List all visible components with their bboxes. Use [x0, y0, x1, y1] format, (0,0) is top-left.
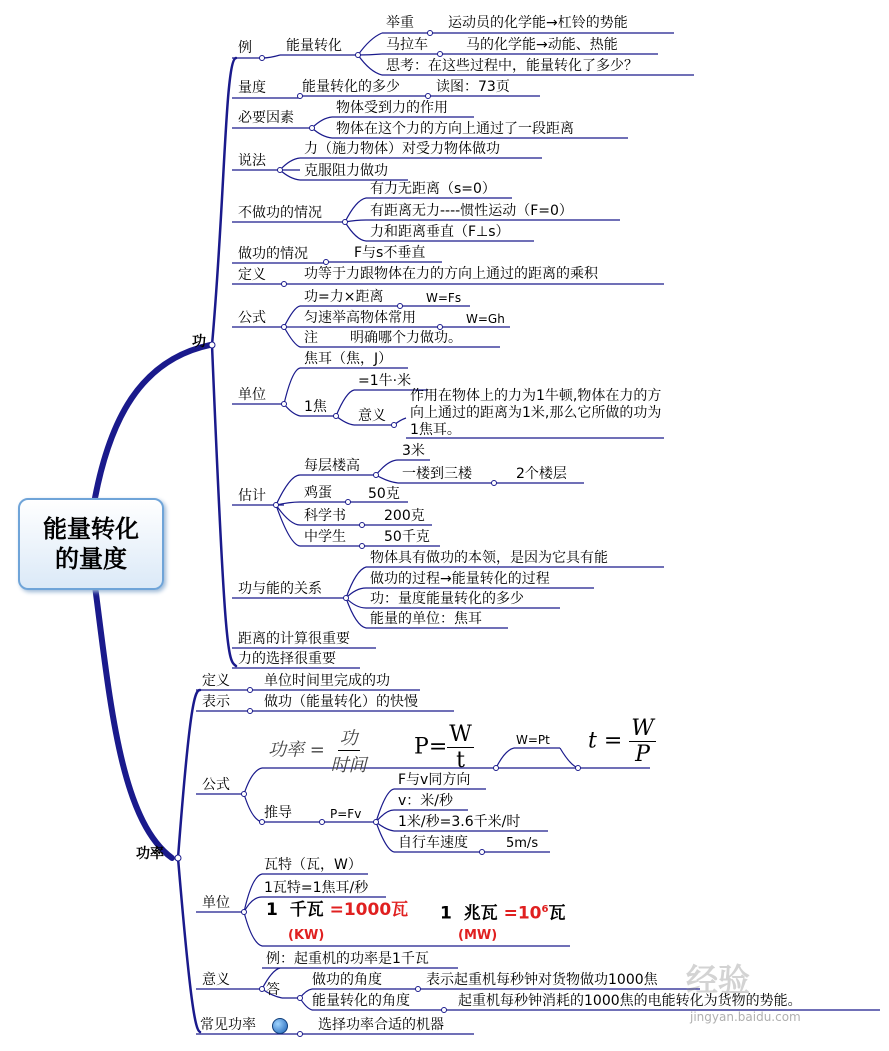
node-changjian[interactable]: 常见功率	[200, 1017, 256, 1033]
zhaowa-eq: =10	[503, 903, 542, 924]
watermark-url: jingyan.baidu.com	[690, 1010, 801, 1024]
formula-num-gong: 功	[338, 724, 360, 751]
node-liangge[interactable]: 2个楼层	[516, 466, 567, 482]
node-kexue-v[interactable]: 200克	[384, 508, 425, 524]
formula-frac-word	[331, 724, 367, 777]
formula-den-p: P	[635, 742, 650, 767]
node-gongshi-1[interactable]: 功=力×距离	[304, 289, 384, 305]
node-juzhong-desc[interactable]: 运动员的化学能→杠铃的势能	[448, 15, 628, 31]
formula-frac-wp	[629, 716, 656, 767]
node-liangdu[interactable]: 量度	[238, 80, 266, 96]
node-yiwa[interactable]: 1瓦特=1焦耳/秒	[264, 880, 369, 896]
node-da-1-desc[interactable]: 表示起重机每秒钟对货物做功1000焦	[426, 972, 658, 988]
formula-frac-wt	[447, 722, 474, 773]
node-buzuo[interactable]: 不做功的情况	[238, 205, 322, 221]
node-shuofa-2[interactable]: 克服阻力做功	[304, 163, 388, 179]
node-mw[interactable]: (MW)	[458, 928, 498, 943]
node-shuofa[interactable]: 说法	[238, 153, 266, 169]
node-gl-yiyi[interactable]: 意义	[202, 972, 230, 988]
node-zhaowa[interactable]	[440, 902, 565, 922]
formula-p: P	[414, 734, 429, 760]
node-gn-4[interactable]: 能量的单位：焦耳	[370, 611, 482, 627]
node-gn-2[interactable]: 做功的过程→能量转化的过程	[370, 571, 550, 587]
node-jidan[interactable]: 鸡蛋	[304, 485, 332, 501]
node-kw[interactable]: (KW)	[288, 928, 325, 943]
node-gongneng[interactable]: 功与能的关系	[238, 581, 322, 597]
node-buzuo-1[interactable]: 有力无距离（s=0）	[370, 181, 496, 197]
node-gongshi-1b[interactable]: W=Fs	[426, 291, 462, 305]
node-jiaoer[interactable]: 焦耳（焦，J）	[304, 351, 393, 367]
node-guji[interactable]: 估计	[238, 488, 266, 504]
node-sikao[interactable]: 思考：在这些过程中，能量转化了多少？	[386, 58, 638, 74]
node-niumi[interactable]: =1牛·米	[358, 373, 412, 389]
node-buzuo-2[interactable]: 有距离无力----惯性运动（F=0）	[370, 203, 573, 219]
node-liangdu-desc[interactable]: 能量转化的多少	[302, 79, 400, 95]
formula-den-shijian: 时间	[330, 755, 367, 776]
node-pfv[interactable]: P=Fv	[330, 807, 362, 821]
formula-num-w: W	[449, 722, 472, 747]
node-gongshi-2b[interactable]: W=Gh	[466, 312, 505, 326]
node-juzhong[interactable]: 举重	[386, 15, 414, 31]
node-meiceng[interactable]: 每层楼高	[304, 458, 360, 474]
node-changjian-desc[interactable]: 选择功率合适的机器	[318, 1017, 444, 1033]
branch-gong[interactable]: 功	[192, 334, 206, 350]
formula-gonglv-word[interactable]: 功率 = $\frac{\text{功}}{\text{时间}}$	[268, 724, 367, 777]
node-li[interactable]: 例	[238, 40, 252, 56]
node-qianwa[interactable]	[266, 902, 408, 918]
node-zhu-desc[interactable]: 明确哪个力做功。	[350, 330, 462, 346]
node-da-1[interactable]: 做功的角度	[312, 972, 382, 988]
node-zhongxue[interactable]: 中学生	[304, 529, 346, 545]
node-dingyi[interactable]: 定义	[238, 267, 266, 283]
formula-den-t: t	[456, 748, 465, 773]
node-fv-2[interactable]: v：米/秒	[398, 793, 454, 809]
zhaowa-exp: 6	[541, 904, 549, 915]
node-gl-dingyi-desc[interactable]: 单位时间里完成的功	[264, 673, 390, 689]
node-yiyi-li[interactable]: 例：起重机的功率是1千瓦	[266, 951, 429, 967]
qianwa-eq: =1000瓦	[329, 900, 409, 920]
node-gn-3[interactable]: 功：量度能量转化的多少	[370, 591, 524, 607]
node-da-2-desc[interactable]: 起重机每秒钟消耗的1000焦的电能转化为货物的势能。	[458, 993, 802, 1009]
node-zuogong-desc[interactable]: F与s不垂直	[354, 245, 426, 261]
node-zuogong[interactable]: 做功的情况	[238, 246, 308, 262]
node-yilou[interactable]: 一楼到三楼	[402, 466, 472, 482]
node-yiyi-desc[interactable]: 作用在物体上的力为1牛顿,物体在力的方向上通过的距离为1米,那么它所做的功为1焦耳。	[410, 388, 662, 438]
node-biyao-2[interactable]: 物体在这个力的方向上通过了一段距离	[336, 121, 574, 137]
node-gl-biaoshi[interactable]: 表示	[202, 694, 230, 710]
qianwa-one: 1	[266, 900, 278, 920]
node-sanmi[interactable]: 3米	[402, 443, 425, 459]
zhaowa-unit: 兆瓦	[463, 903, 498, 924]
node-zhu[interactable]: 注	[304, 330, 318, 346]
node-da[interactable]: 答	[266, 982, 280, 998]
zhaowa-wa: 瓦	[548, 903, 566, 924]
node-zixingche[interactable]: 自行车速度	[398, 835, 468, 851]
node-dingyi-desc[interactable]: 功等于力跟物体在力的方向上通过的距离的乘积	[304, 266, 598, 282]
branch-gonglv[interactable]: 功率	[136, 846, 164, 862]
zhaowa-one: 1	[440, 903, 452, 924]
node-malache-desc[interactable]: 马的化学能→动能、热能	[466, 37, 618, 53]
formula-gonglv-label: 功率	[268, 739, 304, 761]
node-wate[interactable]: 瓦特（瓦，W）	[264, 857, 362, 873]
formula-p-wt[interactable]: P= $\frac{W}{t}$	[414, 722, 472, 773]
qianwa-unit: 千瓦	[289, 900, 324, 920]
node-jidan-v[interactable]: 50克	[368, 486, 400, 502]
node-gl-danwei[interactable]: 单位	[202, 895, 230, 911]
watermark-logo: 经验	[686, 961, 751, 999]
node-gongshi-2[interactable]: 匀速举高物体常用	[304, 310, 416, 326]
central-topic[interactable]	[18, 498, 164, 590]
node-li-xuanze[interactable]: 力的选择很重要	[238, 651, 336, 667]
node-biyao[interactable]: 必要因素	[238, 110, 294, 126]
node-biyao-1[interactable]: 物体受到力的作用	[336, 100, 448, 116]
formula-num-w2: W	[631, 716, 654, 741]
node-zhongxue-v[interactable]: 50千克	[384, 529, 430, 545]
node-nlzh[interactable]: 能量转化	[286, 38, 342, 54]
node-buzuo-3[interactable]: 力和距离垂直（F⊥s）	[370, 224, 510, 240]
node-juli[interactable]: 距离的计算很重要	[238, 631, 350, 647]
node-danwei[interactable]: 单位	[238, 387, 266, 403]
node-tuidao[interactable]: 推导	[264, 805, 292, 821]
globe-hyperlink-icon[interactable]	[272, 1018, 288, 1034]
formula-t-wp[interactable]: t = $\frac{W}{P}$	[588, 716, 654, 767]
node-fv-3[interactable]: 1米/秒=3.6千米/时	[398, 814, 521, 830]
node-gongshi[interactable]: 公式	[238, 310, 266, 326]
node-fv-1[interactable]: F与v同方向	[398, 772, 471, 788]
formula-t: t	[588, 728, 597, 754]
node-gn-1[interactable]: 物体具有做功的本领，是因为它具有能	[370, 550, 608, 566]
node-yijiao[interactable]: 1焦	[304, 399, 327, 415]
node-wpt[interactable]: W=Pt	[516, 733, 550, 747]
central-topic-label: 能量转化的量度	[43, 515, 139, 573]
node-shuofa-1[interactable]: 力（施力物体）对受力物体做功	[304, 141, 500, 157]
node-gl-biaoshi-desc[interactable]: 做功（能量转化）的快慢	[264, 694, 418, 710]
node-yiyi[interactable]: 意义	[358, 408, 386, 424]
node-dutu[interactable]: 读图：73页	[436, 79, 510, 95]
node-gl-gongshi[interactable]: 公式	[202, 777, 230, 793]
node-zixingche-v[interactable]: 5m/s	[506, 836, 539, 851]
node-da-2[interactable]: 能量转化的角度	[312, 993, 410, 1009]
node-kexue[interactable]: 科学书	[304, 508, 346, 524]
node-malache[interactable]: 马拉车	[386, 37, 428, 53]
node-gl-dingyi[interactable]: 定义	[202, 673, 230, 689]
